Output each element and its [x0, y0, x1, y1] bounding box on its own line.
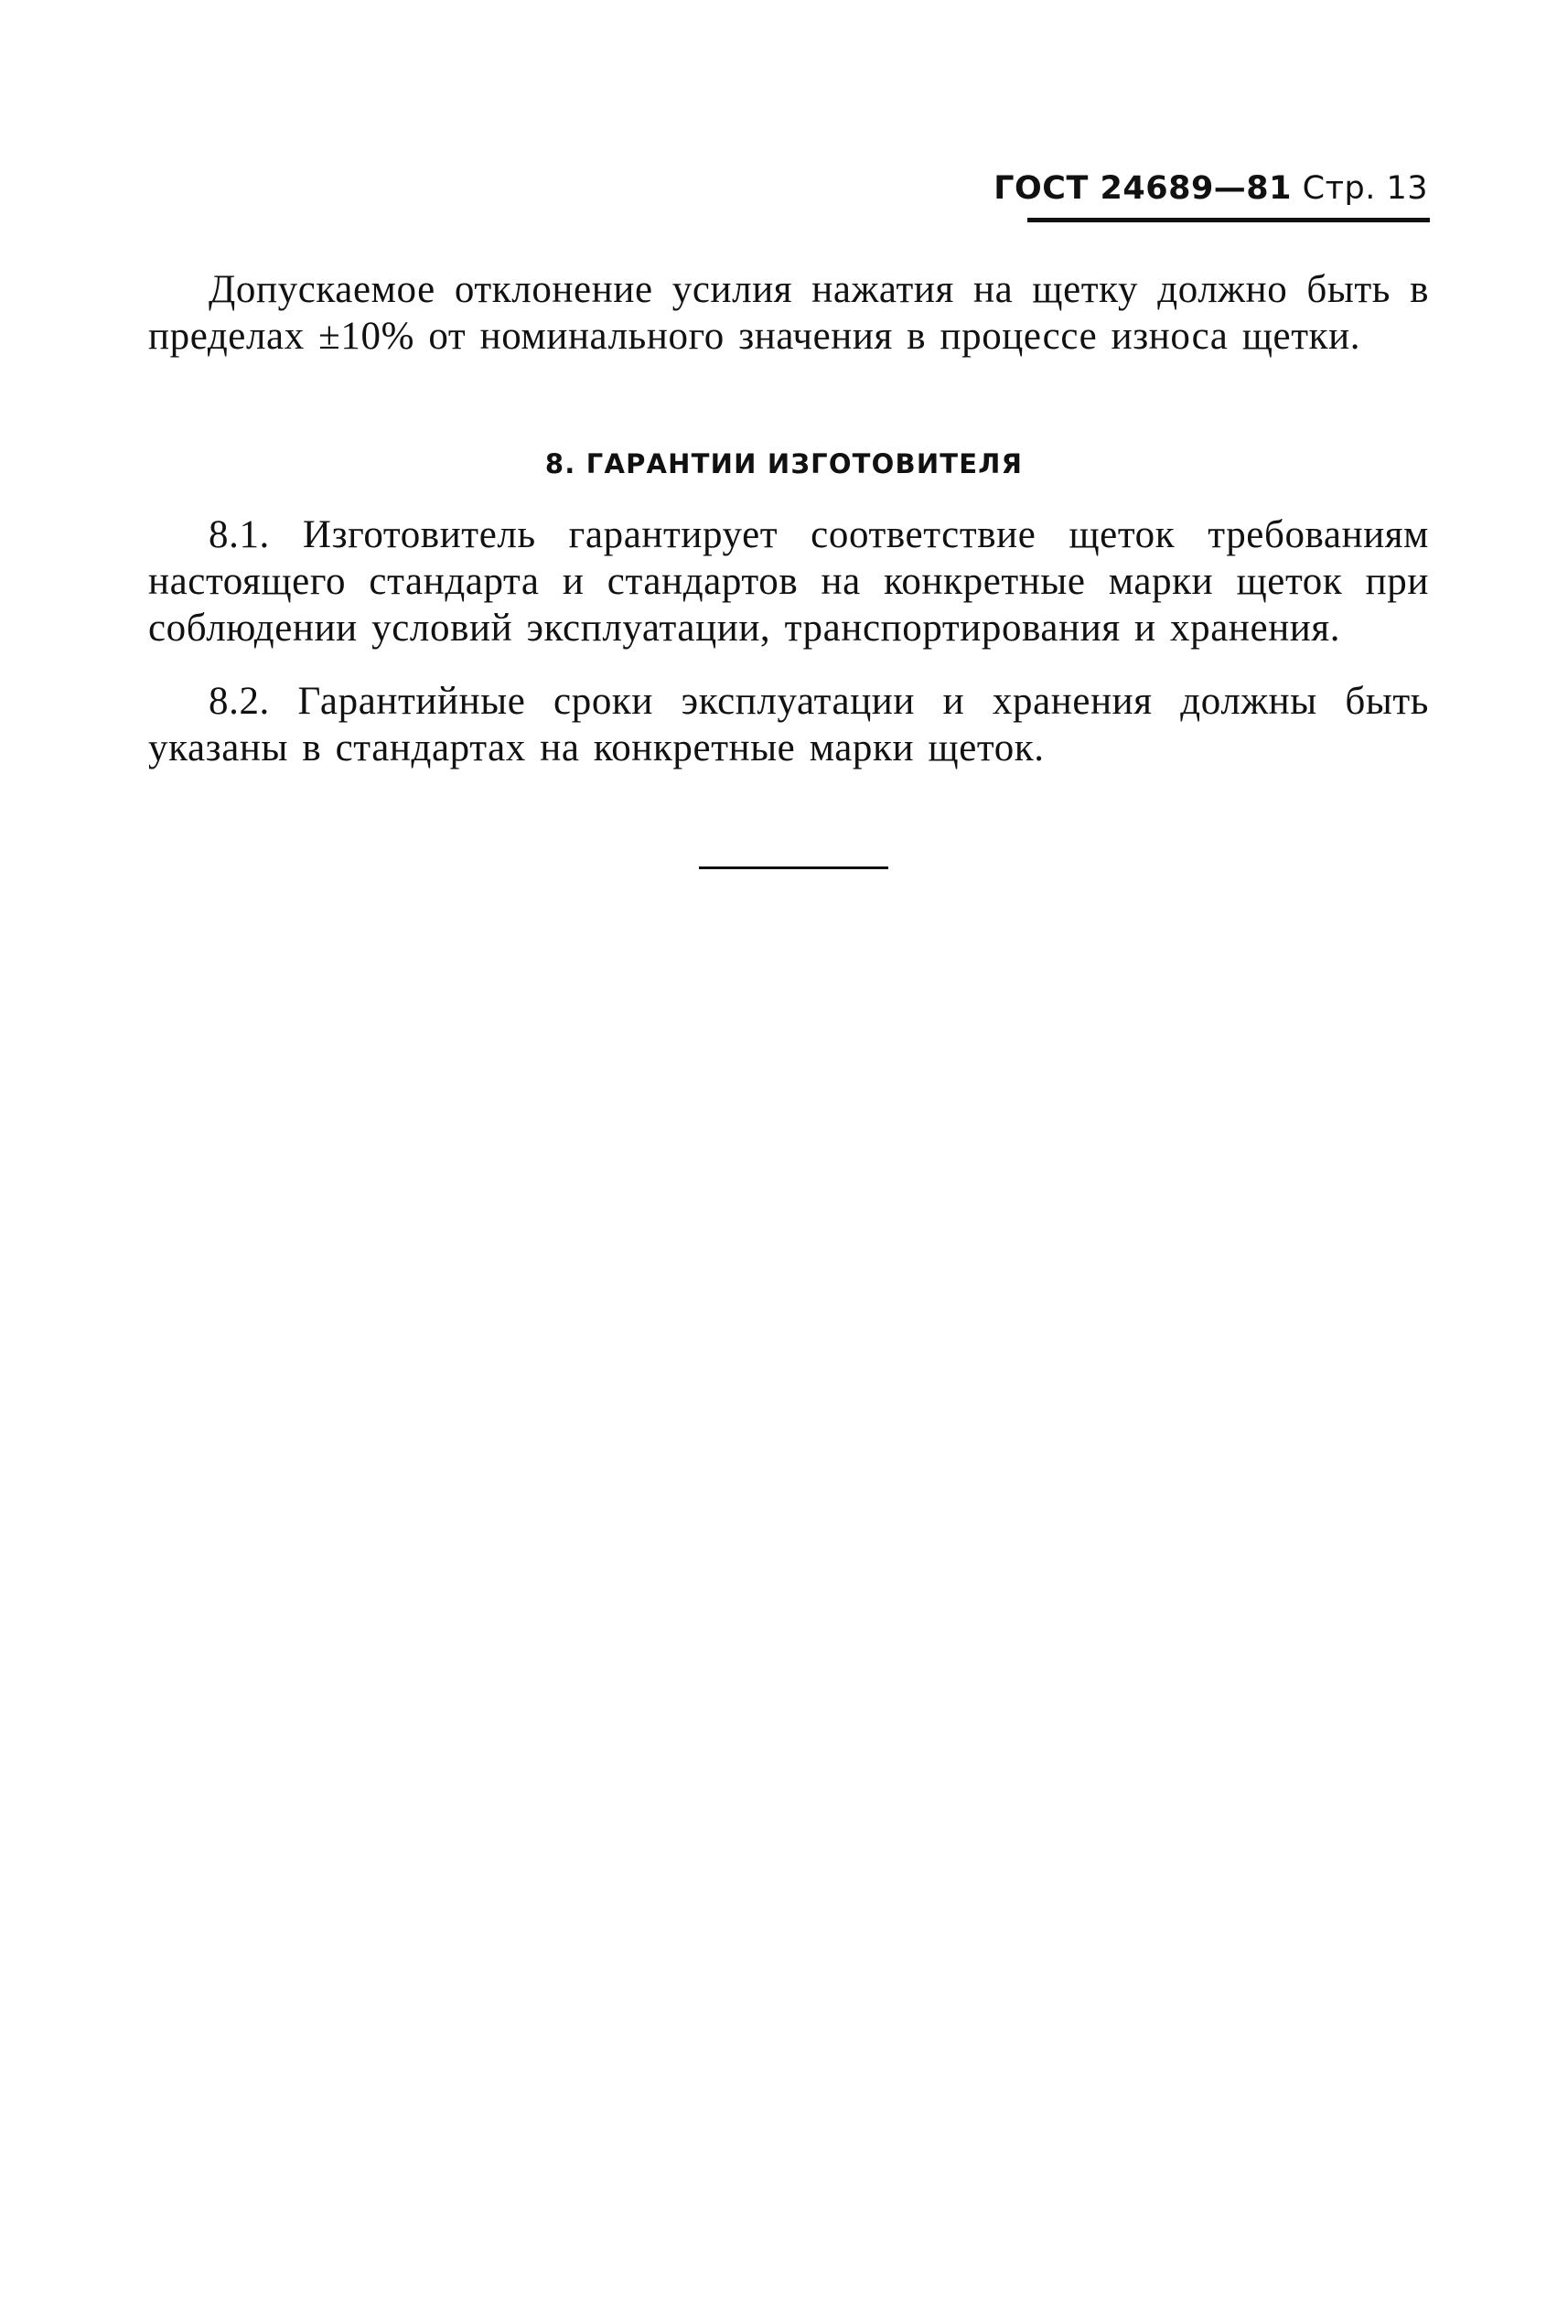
end-divider	[699, 866, 888, 869]
paragraph-brush-pressure-tolerance: Допускаемое отклонение усилия нажатия на щетку должно быть в пределах ±10% от номинального значения в процессе износа щетки.	[148, 268, 1429, 358]
header-divider	[1027, 218, 1430, 222]
page-number: Стр. 13	[1302, 170, 1428, 207]
paragraph-8-2: 8.2. Гарантийные сроки эксплуатации и хранения должны быть указаны в стандартах на конкретные марки щеток.	[148, 680, 1429, 769]
section-title: 8. ГАРАНТИИ ИЗГОТОВИТЕЛЯ	[544, 448, 1024, 479]
page-header	[993, 170, 1428, 207]
standard-code: ГОСТ 24689—81	[993, 170, 1293, 207]
paragraph-8-1: 8.1. Изготовитель гарантирует соответствие щеток требованиям настоящего стандарта и стандартов на конкретные марки щеток при соблюдении условий эксплуатации, транспортирования и хранения.	[148, 513, 1429, 650]
